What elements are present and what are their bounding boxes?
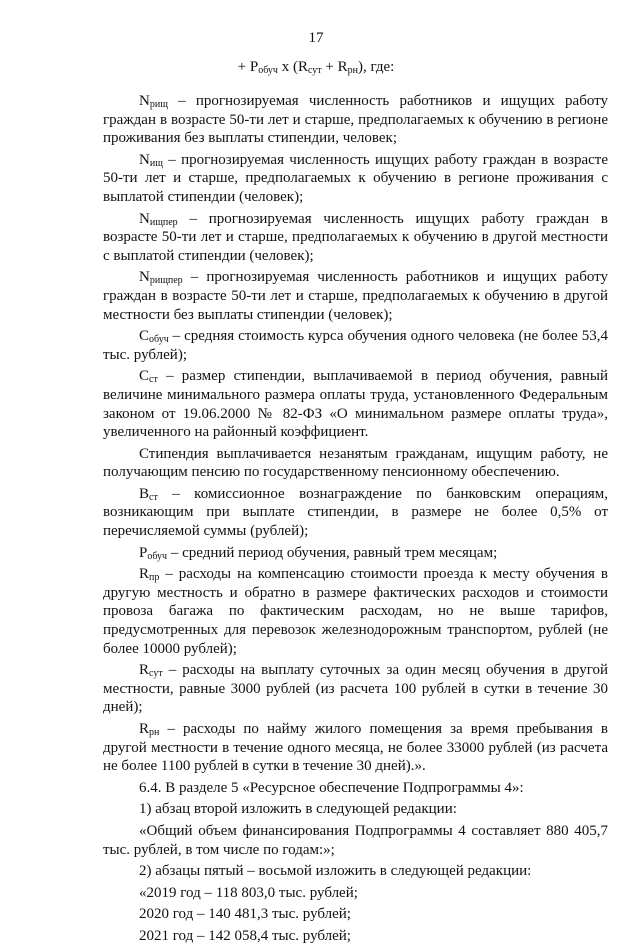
section-item-2: 2) абзацы пятый – восьмой изложить в следующей редакции: (139, 863, 532, 880)
definition-paragraph (103, 92, 608, 148)
definition-subscript: обуч (149, 334, 169, 346)
definition-text: – расходы на выплату суточных за один месяц обучения в другой местности, равные 3000 рублей (из расчета 100 рублей в сутки в течение 30 дней); (103, 662, 608, 716)
definition-paragraph (103, 720, 608, 776)
definition-symbol: R (139, 566, 150, 583)
year-line: 2021 год – 142 058,4 тыс. рублей; (139, 927, 351, 944)
definition-text: – комиссионное вознаграждение по банковским операциям, возникающим при выплате стипендии, в размере не более 0,5% от перечисляемой суммы (рублей); (103, 485, 608, 540)
definition-text: – расходы по найму жилого помещения за время пребывания в другой местности в течение одного месяца, не более 33000 рублей (из расчета не более 1100 рублей в сутки в течение 30 дней).». (103, 721, 608, 775)
formula-sub-sut: сут (307, 65, 322, 76)
definition-symbol: N (139, 93, 150, 109)
section-heading: 6.4. В разделе 5 «Ресурсное обеспечение Подпрограммы 4»: (139, 779, 524, 796)
definition-symbol: N (139, 269, 150, 286)
definition-symbol: С (139, 368, 150, 385)
formula-sub-obuch: обуч (258, 65, 278, 76)
document-body (103, 92, 608, 949)
definition-paragraph (103, 661, 608, 717)
definition-subscript: ищ (149, 157, 163, 169)
formula-sub-rn: рн (347, 65, 358, 76)
definition-paragraph (103, 565, 608, 658)
definition-subscript: обуч (147, 550, 168, 562)
definition-paragraph (103, 485, 608, 541)
definition-text: – прогнозируемая численность ищущих работу граждан в возрасте 50-ти лет и старше, предполагаемых к обучению в регионе проживания с выплатой стипендии (человек); (103, 151, 608, 205)
definition-symbol: R (139, 721, 150, 737)
formula-suffix: ), где: (357, 59, 395, 75)
definition-paragraph (103, 544, 608, 563)
definition-subscript: сут (149, 668, 163, 680)
definition-text: – расходы на компенсацию стоимости проезда к месту обучения в другую местность и обратно в размере фактических расходов и стоимости провоза багажа по фактическим расходам, но не выше тарифов, предусмотренных для перевозок железнодорожным транспортом, рублей (не более 10000 рублей); (103, 566, 608, 657)
definition-symbol: В (139, 485, 150, 502)
definition-subscript: рищ (149, 99, 168, 110)
definition-subscript: рн (149, 727, 160, 738)
definition-subscript: ст (149, 491, 158, 503)
definition-subscript: рищпер (149, 275, 183, 287)
definition-paragraph (103, 151, 608, 207)
definition-text: – прогнозируемая численность ищущих работу граждан в возрасте 50-ти лет и старше, предполагаемых к обучению в другой местности с выплатой стипендии (человек); (103, 210, 608, 264)
definition-text: – средняя стоимость курса обучения одного человека (не более 53,4 тыс. рублей); (103, 328, 608, 363)
formula-line (0, 59, 632, 76)
page-number: 17 (308, 30, 324, 46)
section-quote-1: «Общий объем финансирования Подпрограммы 4 составляет 880 405,7 тыс. рублей, в том числе по годам:»; (103, 822, 608, 858)
stipend-note-paragraph (103, 445, 608, 482)
formula-prefix: + P (237, 59, 259, 75)
definition-paragraph (103, 268, 608, 324)
definition-paragraph (103, 210, 608, 266)
stipend-note-text: Стипендия выплачивается незанятым гражданам, ищущим работу, не получающим пенсию по государственному пенсионному обеспечению. (103, 445, 608, 481)
definition-symbol: R (139, 662, 150, 679)
section-item-1: 1) абзац второй изложить в следующей редакции: (139, 801, 457, 818)
definition-text: – размер стипендии, выплачиваемой в период обучения, равный величине минимального размера оплаты труда, установленного Федеральным законом от 19.06.2000 № 82-ФЗ «О минимальном размере оплаты труда», увеличенного на районный коэффициент. (103, 368, 608, 441)
year-line: «2019 год – 118 803,0 тыс. рублей; (139, 884, 358, 901)
definition-symbol: N (139, 151, 150, 168)
definition-symbol: С (139, 328, 150, 345)
definition-text: – средний период обучения, равный трем месяцам; (167, 544, 498, 561)
definition-symbol: Р (139, 544, 148, 561)
definition-text: – прогнозируемая численность работников и ищущих работу граждан в возрасте 50-ти лет и старше, предполагаемых к обучению в регионе проживания без выплаты стипендии, человек; (103, 93, 608, 147)
definition-subscript: ст (149, 374, 158, 386)
definition-paragraph (103, 367, 608, 441)
formula-mid: x (R (277, 59, 308, 75)
definition-text: – прогнозируемая численность работников и ищущих работу граждан в возрасте 50-ти лет и старше, предполагаемых к обучению в другой местности без выплаты стипендии (человек); (103, 269, 608, 323)
definition-paragraph (103, 327, 608, 364)
year-line: 2020 год – 140 481,3 тыс. рублей; (139, 906, 351, 923)
definition-subscript: пр (149, 572, 160, 584)
definition-subscript: ищпер (149, 216, 178, 228)
formula-mid2: + R (321, 59, 348, 75)
definition-symbol: N (139, 210, 150, 227)
